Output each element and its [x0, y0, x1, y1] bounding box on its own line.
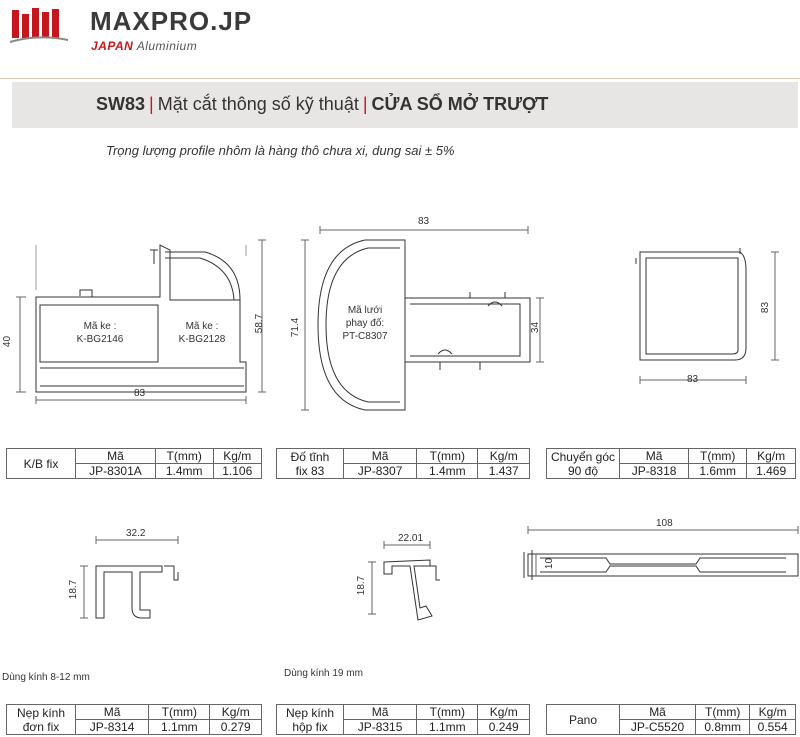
cell-weight: 0.554 — [750, 720, 796, 735]
dim-p2-right: 34 — [530, 321, 542, 334]
table-row-name — [7, 705, 76, 735]
dim-p1-width: 83 — [134, 388, 146, 399]
cell-weight: 1.469 — [747, 464, 796, 479]
weight-note: Trọng lượng profile nhôm là hàng thô chưa xi, dung sai ± 5% — [106, 143, 455, 158]
cell-code: JP-C5520 — [620, 720, 696, 735]
dim-p6-left: 10 — [544, 557, 556, 570]
brand-sub-prefix: JAPAN — [91, 39, 134, 53]
title-description: Mặt cắt thông số kỹ thuật — [157, 94, 359, 114]
p1-label-b — [162, 320, 242, 346]
cell-weight: 1.106 — [213, 464, 261, 479]
header-code: Mã — [620, 705, 696, 720]
header-thickness: T(mm) — [149, 705, 210, 720]
p2-label-line3: PT-C8307 — [342, 331, 388, 342]
row-name-line2: fix 83 — [295, 463, 325, 478]
header-weight: Kg/m — [478, 449, 530, 464]
title-separator: | — [149, 94, 154, 114]
profile-nep-kinh-don-drawing — [80, 536, 178, 618]
table-row-name — [277, 449, 344, 479]
table-row-name: K/B fix — [7, 449, 76, 479]
dim-p5-left: 18.7 — [356, 575, 368, 596]
p1-label-a-line1: Mã ke : — [83, 321, 117, 332]
table-row-name — [277, 705, 344, 735]
header-thickness: T(mm) — [155, 449, 213, 464]
table-row-name — [547, 449, 620, 479]
dim-p2-left: 71.4 — [290, 317, 302, 338]
title-separator: | — [362, 94, 368, 114]
dim-p3-right: 83 — [760, 301, 772, 314]
p2-label-line1: Mã lưới — [347, 305, 383, 316]
header-code: Mã — [76, 705, 149, 720]
profile-pano-drawing — [524, 526, 798, 580]
header-weight: Kg/m — [210, 705, 262, 720]
cell-thickness: 1.6mm — [689, 464, 747, 479]
spec-table-nep-kinh-don — [6, 704, 262, 735]
row-name-line2: hộp fix — [292, 719, 328, 734]
row-name-line1: Đố tĩnh — [290, 449, 330, 464]
dim-p1-left: 40 — [2, 335, 14, 348]
header-code: Mã — [344, 449, 417, 464]
row-name-line1: Nẹp kính — [16, 705, 66, 720]
header-thickness: T(mm) — [689, 449, 747, 464]
dim-p4-left: 18.7 — [68, 579, 80, 600]
cell-thickness: 1.4mm — [155, 464, 213, 479]
cell-code: JP-8314 — [76, 720, 149, 735]
header-code: Mã — [620, 449, 689, 464]
cell-code: JP-8301A — [76, 464, 156, 479]
title-code: SW83 — [96, 94, 146, 114]
spec-table-nep-kinh-hop — [276, 704, 530, 735]
header-thickness: T(mm) — [417, 705, 478, 720]
row-name-line2: 90 độ — [567, 463, 599, 478]
cell-weight: 0.249 — [478, 720, 530, 735]
cell-code: JP-8315 — [344, 720, 417, 735]
dim-p2-top: 83 — [418, 216, 430, 227]
p2-label — [326, 304, 404, 343]
spec-table-dotinh — [276, 448, 530, 479]
header-thickness: T(mm) — [696, 705, 750, 720]
cell-thickness: 1.1mm — [149, 720, 210, 735]
header-thickness: T(mm) — [417, 449, 478, 464]
table-row-name: Pano — [547, 705, 620, 735]
spec-table-kb-fix — [6, 448, 262, 479]
cell-thickness: 0.8mm — [696, 720, 750, 735]
row-name-line2: đơn fix — [22, 719, 60, 734]
header-weight: Kg/m — [747, 449, 796, 464]
header-code: Mã — [76, 449, 156, 464]
cell-weight: 0.279 — [210, 720, 262, 735]
title-product-name: CỬA SỔ MỞ TRƯỢT — [371, 94, 549, 114]
dim-p4-top: 32.2 — [126, 528, 146, 539]
dim-p6-top: 108 — [656, 518, 673, 529]
p1-label-b-line2: K-BG2128 — [178, 334, 226, 345]
dim-p3-bottom: 83 — [687, 374, 699, 385]
header-weight: Kg/m — [478, 705, 530, 720]
spec-table-pano — [546, 704, 796, 735]
header-weight: Kg/m — [750, 705, 796, 720]
cell-thickness: 1.1mm — [417, 720, 478, 735]
cell-weight: 1.437 — [478, 464, 530, 479]
p5-caption: Dùng kính 19 mm — [284, 668, 363, 679]
header-weight: Kg/m — [213, 449, 261, 464]
spec-table-chuyen-goc — [546, 448, 796, 479]
p1-label-a — [60, 320, 140, 346]
dim-p5-top: 22.01 — [398, 533, 424, 544]
cell-code: JP-8318 — [620, 464, 689, 479]
header-code: Mã — [344, 705, 417, 720]
row-name-line1: Nẹp kính — [285, 705, 335, 720]
brand-sub-rest: Aluminium — [136, 39, 198, 53]
profile-nep-kinh-hop-drawing — [368, 541, 440, 620]
cell-thickness: 1.4mm — [417, 464, 478, 479]
row-name-line1: Chuyển góc — [550, 449, 616, 464]
dim-p1-right: 58.7 — [254, 313, 266, 334]
p1-label-a-line2: K-BG2146 — [76, 334, 124, 345]
p2-label-line2: phay đố: — [345, 318, 385, 329]
p4-caption: Dùng kính 8-12 mm — [2, 672, 90, 683]
brand-name: MAXPRO.JP — [90, 6, 253, 36]
profile-chuyen-goc-drawing — [636, 248, 779, 384]
p1-label-b-line1: Mã ke : — [185, 321, 219, 332]
cell-code: JP-8307 — [344, 464, 417, 479]
